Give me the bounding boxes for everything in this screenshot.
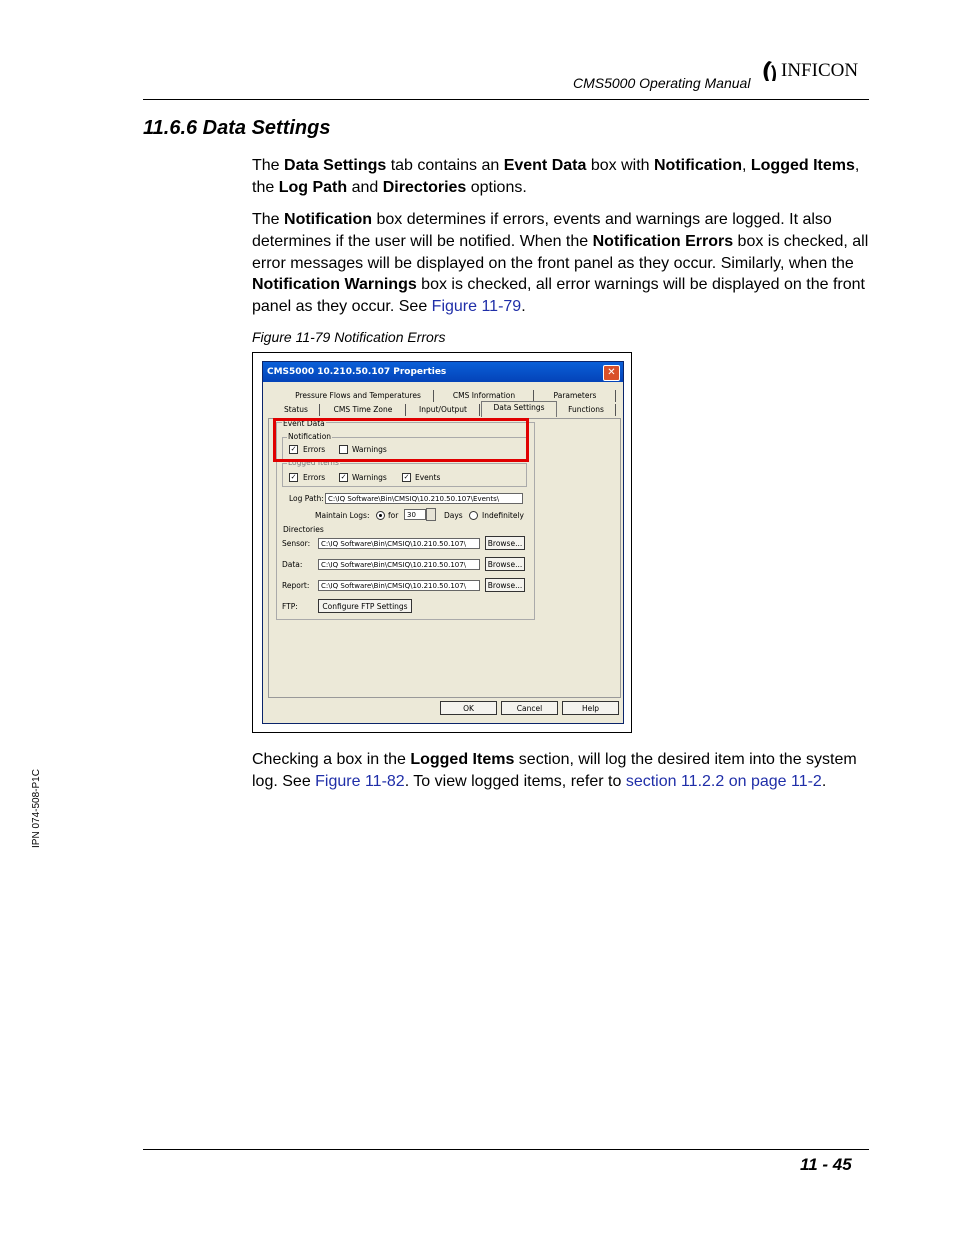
ftp-label: FTP: — [282, 602, 298, 611]
cancel-button[interactable]: Cancel — [501, 701, 558, 715]
data-label: Data: — [282, 560, 303, 569]
close-icon[interactable]: ✕ — [603, 365, 620, 381]
notification-label: Notification — [288, 432, 332, 441]
logo-mark-icon — [760, 60, 778, 82]
tab-status[interactable]: Status — [273, 404, 320, 416]
footer-rule — [143, 1149, 869, 1150]
sensor-label: Sensor: — [282, 539, 311, 548]
notification-highlight-box — [273, 418, 529, 462]
section-link[interactable]: section 11.2.2 on page 11-2 — [625, 772, 822, 790]
days-input[interactable]: 30 — [404, 509, 426, 520]
log-warnings-checkbox[interactable]: ✓ — [340, 473, 347, 481]
indefinitely-label: Indefinitely — [482, 511, 524, 520]
log-errors-checkbox[interactable]: ✓ — [290, 473, 297, 481]
figure-link[interactable]: Figure 11-79 — [431, 298, 522, 316]
section-title: 11.6.6 Data Settings — [143, 117, 331, 139]
log-path-label: Log Path: — [289, 494, 324, 503]
help-button[interactable]: Help — [562, 701, 619, 715]
logo-text: INFICON — [781, 60, 859, 81]
log-events-label: Events — [415, 473, 441, 482]
maintain-logs-label: Maintain Logs: — [315, 511, 370, 520]
directories-label: Directories — [283, 525, 324, 534]
configure-ftp-button[interactable]: Configure FTP Settings — [318, 599, 412, 613]
logged-items-label: Logged Items — [288, 458, 339, 467]
report-path-input[interactable]: C:\IQ Software\Bin\CMSIQ\10.210.50.107\ — [318, 580, 480, 591]
dialog-title: CMS5000 10.210.50.107 Properties — [267, 367, 447, 377]
log-path-input[interactable]: C:\IQ Software\Bin\CMSIQ\10.210.50.107\Events\ — [325, 493, 523, 504]
tab-data-settings[interactable]: Data Settings — [481, 401, 557, 417]
manual-title: CMS5000 Operating Manual — [573, 75, 751, 91]
report-browse-button[interactable]: Browse... — [485, 578, 525, 592]
data-path-input[interactable]: C:\IQ Software\Bin\CMSIQ\10.210.50.107\ — [318, 559, 480, 570]
log-events-checkbox[interactable]: ✓ — [403, 473, 410, 481]
indefinitely-radio[interactable] — [469, 511, 478, 520]
tab-input-output[interactable]: Input/Output — [407, 404, 480, 416]
tab-functions[interactable]: Functions — [557, 404, 616, 416]
log-errors-label: Errors — [303, 473, 326, 482]
report-label: Report: — [282, 581, 310, 590]
maintain-for-radio[interactable] — [376, 511, 385, 520]
sensor-path-input[interactable]: C:\IQ Software\Bin\CMSIQ\10.210.50.107\ — [318, 538, 480, 549]
ok-button[interactable]: OK — [440, 701, 497, 715]
tab-cms-information[interactable]: CMS Information — [435, 390, 534, 402]
tab-parameters[interactable]: Parameters — [535, 390, 616, 402]
notification-warnings-label: Warnings — [352, 445, 387, 454]
figure-caption: Figure 11-79 Notification Errors — [252, 329, 446, 345]
document-code: IPN 074-508-P1C — [31, 769, 42, 848]
sensor-browse-button[interactable]: Browse... — [485, 536, 525, 550]
inficon-logo — [760, 59, 858, 83]
dialog-titlebar[interactable] — [263, 362, 623, 382]
notification-errors-checkbox[interactable]: ✓ — [290, 445, 297, 453]
paragraph-logged-items: Checking a box in the Logged Items section, will log the desired item into the system log. See Figure 11-82. To view logged items, refer to section 11.2.2 on page 11-2. — [252, 751, 857, 790]
maintain-for-label: for — [388, 511, 399, 520]
days-spinner[interactable] — [426, 508, 436, 521]
tab-pressure-flows[interactable]: Pressure Flows and Temperatures — [283, 390, 434, 402]
paragraph-intro: The Data Settings tab contains an Event Data box with Notification, Logged Items, the Log Path and Directories options. — [252, 157, 860, 196]
header-rule — [143, 99, 869, 100]
paragraph-notification: The Notification box determines if errors, events and warnings are logged. It also determines if the user will be notified. When the Notification Errors box is checked, all error messages will be displayed on the front panel as they occur. Similarly, when the Notification Warnings box is checked, all error warnings will be displayed on the front panel as they occur. See Figure 11-79. — [252, 211, 869, 316]
tab-cms-time-zone[interactable]: CMS Time Zone — [321, 404, 406, 416]
page-number: 11 - 45 — [800, 1155, 852, 1174]
event-data-label: Event Data — [283, 419, 325, 428]
data-browse-button[interactable]: Browse... — [485, 557, 525, 571]
log-warnings-label: Warnings — [352, 473, 387, 482]
days-label: Days — [444, 511, 463, 520]
properties-dialog — [262, 361, 624, 724]
notification-errors-label: Errors — [303, 445, 326, 454]
figure-link-82[interactable]: Figure 11-82 — [315, 772, 405, 790]
